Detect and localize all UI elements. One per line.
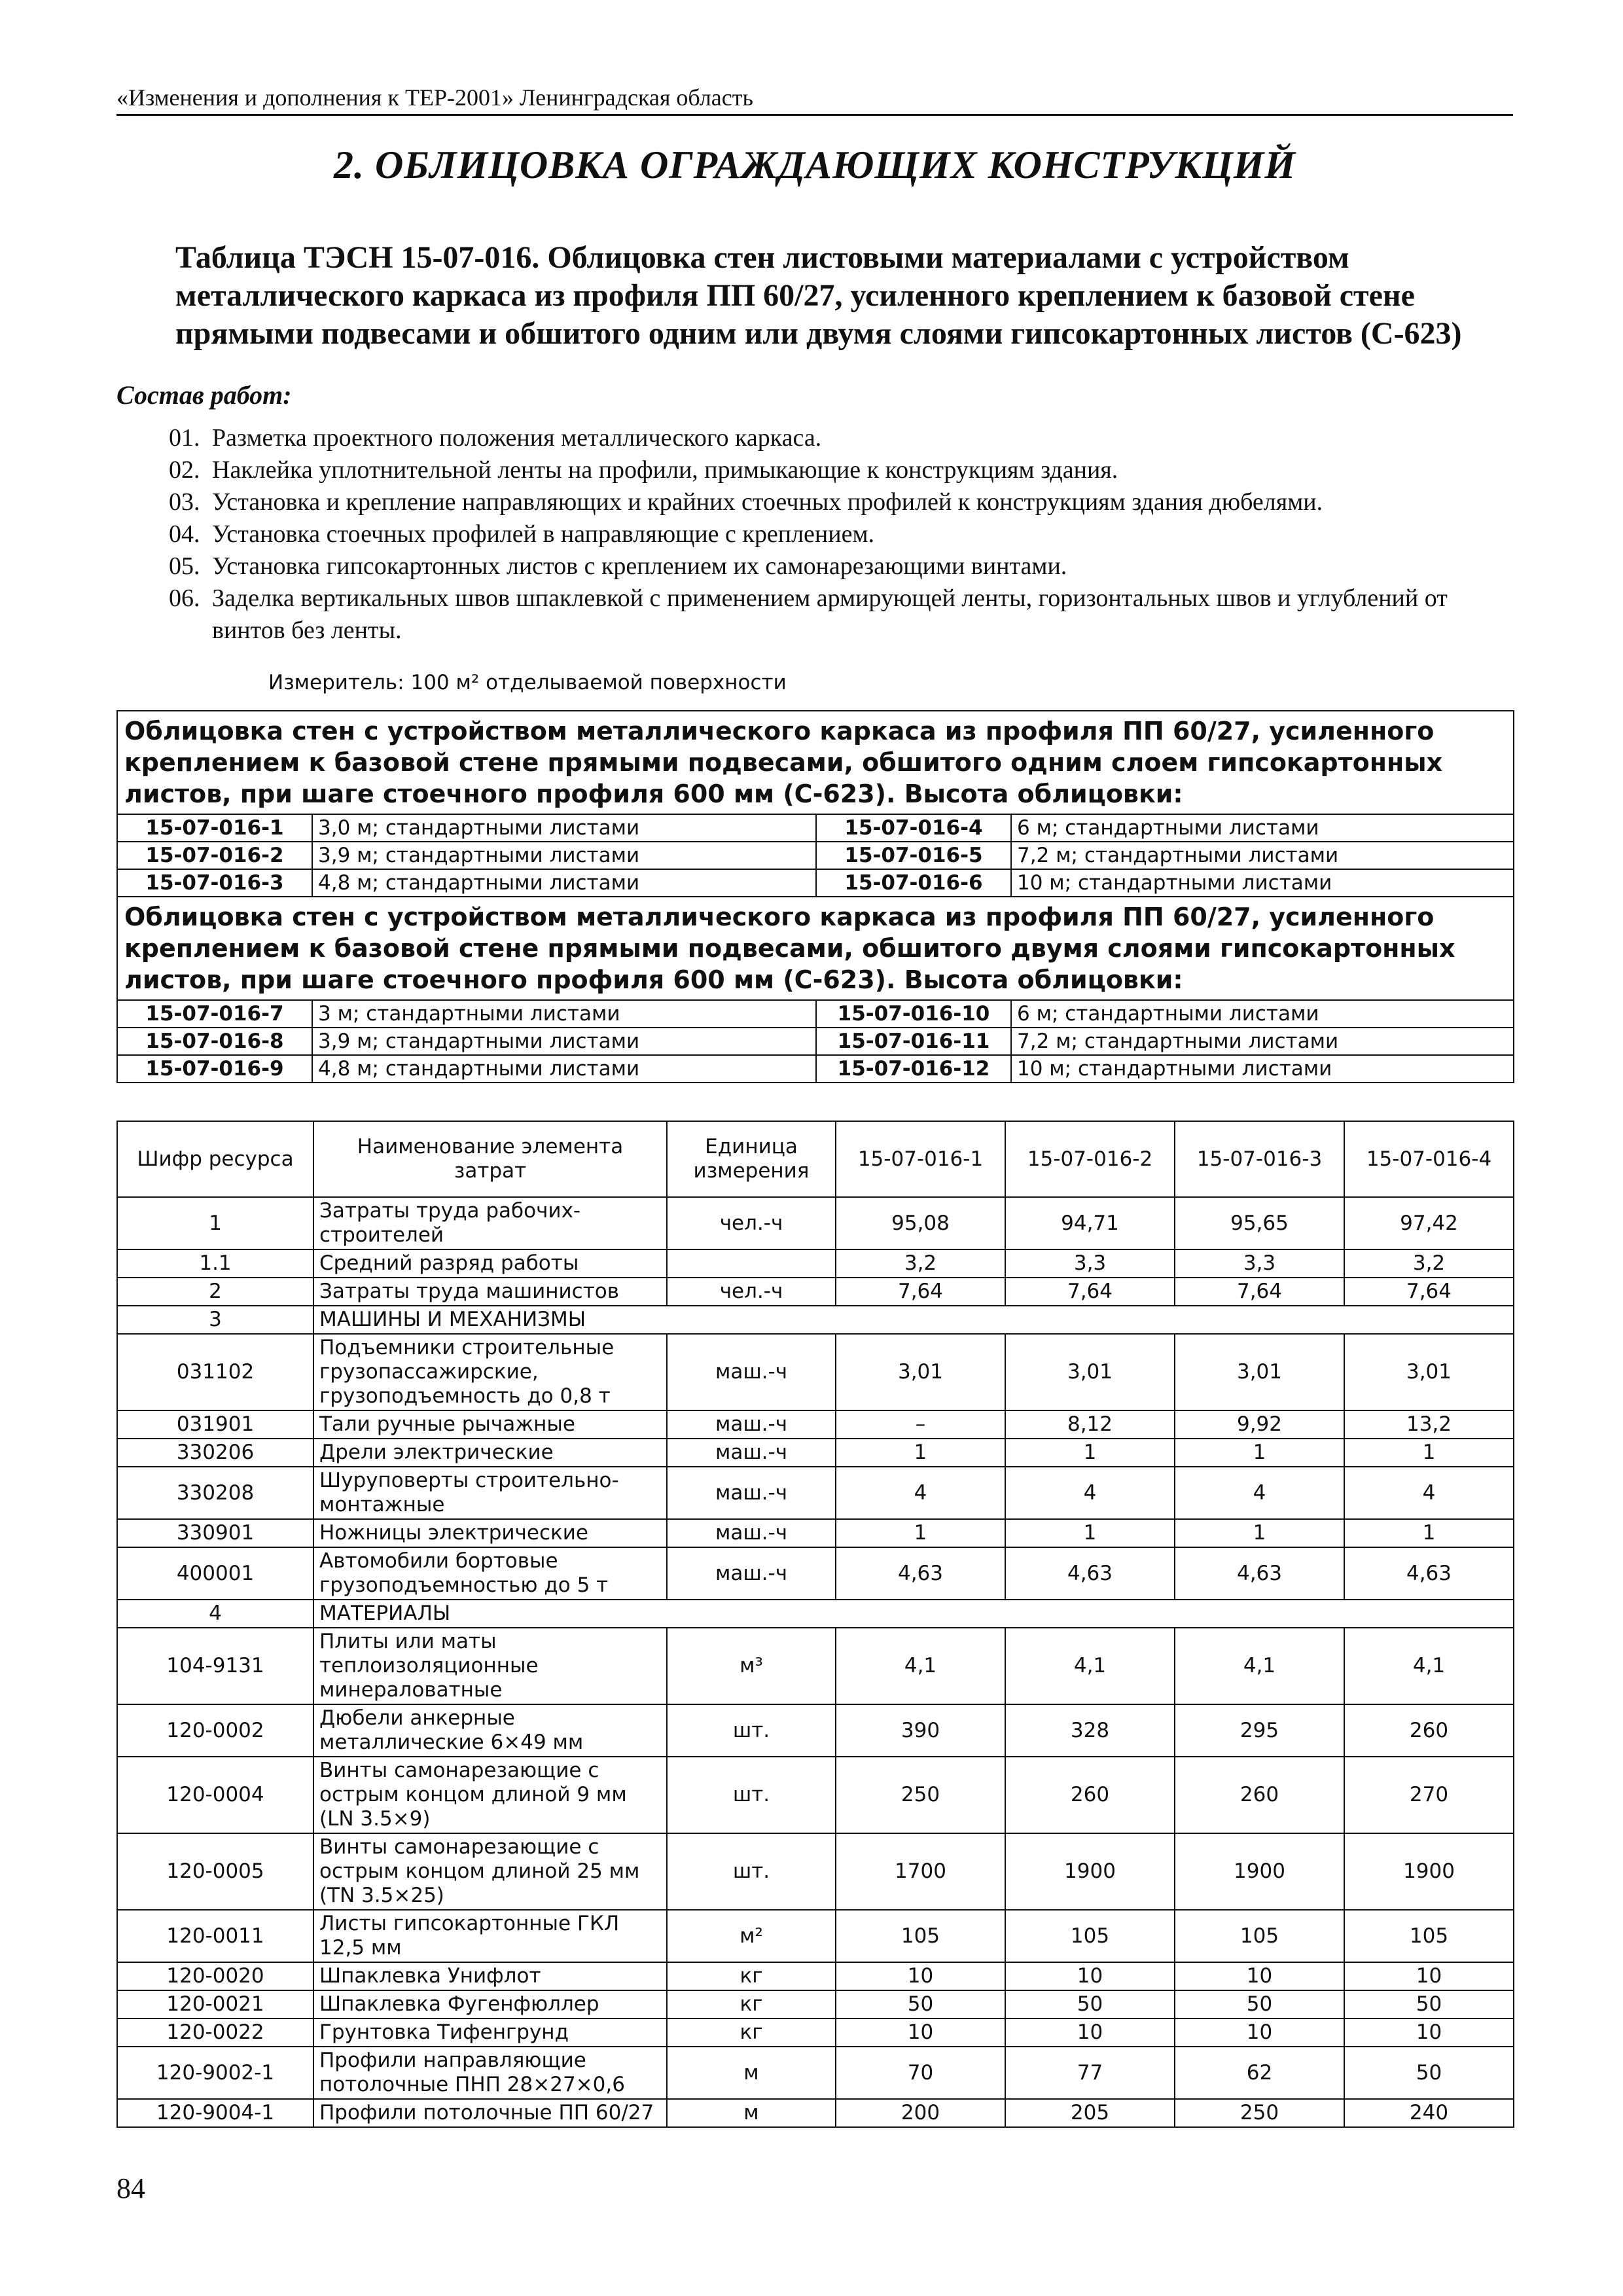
- resource-value: 13,2: [1344, 1410, 1514, 1439]
- resource-unit: маш.-ч: [667, 1547, 836, 1600]
- resource-name: Средний разряд работы: [313, 1249, 667, 1278]
- column-header-cost-element: Наименование элемента затрат: [313, 1121, 667, 1197]
- resource-unit: шт.: [667, 1704, 836, 1757]
- resource-unit: м²: [667, 1910, 836, 1962]
- resource-name: Плиты или маты теплоизоляционные минераловатные: [313, 1628, 667, 1704]
- resource-value: 3,01: [1344, 1334, 1514, 1410]
- resource-code: 104-9131: [117, 1628, 313, 1704]
- resource-name: Винты самонарезающие с острым концом длиной 9 мм (LN 3.5×9): [313, 1757, 667, 1833]
- resource-value: 10: [1175, 2018, 1344, 2047]
- resource-unit: шт.: [667, 1833, 836, 1910]
- resource-unit: м: [667, 2099, 836, 2127]
- resource-name: Профили потолочные ПП 60/27: [313, 2099, 667, 2127]
- resource-value: 4: [1344, 1467, 1514, 1519]
- resource-row: [117, 1278, 1514, 1306]
- code-row: [117, 842, 1514, 869]
- norm-code: 15-07-016-6: [816, 869, 1011, 897]
- column-header-norm-2: 15-07-016-2: [1005, 1121, 1175, 1197]
- resource-code: 120-0004: [117, 1757, 313, 1833]
- resource-name: Шпаклевка Унифлот: [313, 1962, 667, 1990]
- resource-table: [116, 1121, 1514, 2128]
- resource-code: 120-0022: [117, 2018, 313, 2047]
- resource-value: 295: [1175, 1704, 1344, 1757]
- resource-value: 105: [1175, 1910, 1344, 1962]
- code-row: [117, 814, 1514, 842]
- resource-value: 1900: [1344, 1833, 1514, 1910]
- resource-value: 10: [836, 2018, 1005, 2047]
- norm-description: 3 м; стандартными листами: [312, 1000, 816, 1028]
- resource-value: 1: [1175, 1519, 1344, 1547]
- norm-description: 4,8 м; стандартными листами: [312, 869, 816, 897]
- resource-value: 260: [1175, 1757, 1344, 1833]
- resource-unit: шт.: [667, 1757, 836, 1833]
- resource-value: 4,1: [1175, 1628, 1344, 1704]
- resource-name: Подъемники строительные грузопассажирские, грузоподъемность до 0,8 т: [313, 1334, 667, 1410]
- resource-name: Тали ручные рычажные: [313, 1410, 667, 1439]
- norm-code: 15-07-016-8: [117, 1028, 312, 1055]
- norm-code: 15-07-016-4: [816, 814, 1011, 842]
- work-composition-heading: Состав работ:: [116, 380, 292, 410]
- resource-value: 4: [1175, 1467, 1344, 1519]
- resource-row: [117, 1249, 1514, 1278]
- resource-code: 120-0005: [117, 1833, 313, 1910]
- resource-value: 77: [1005, 2047, 1175, 2099]
- resource-row: [117, 1519, 1514, 1547]
- resource-value: 250: [1175, 2099, 1344, 2127]
- norm-code: 15-07-016-10: [816, 1000, 1011, 1028]
- work-item: [169, 550, 1513, 583]
- work-item: [169, 454, 1513, 486]
- work-item-number: 06.: [169, 584, 200, 612]
- resource-value: 260: [1005, 1757, 1175, 1833]
- norm-description: 6 м; стандартными листами: [1011, 1000, 1514, 1028]
- resource-code: 330901: [117, 1519, 313, 1547]
- resource-row: [117, 1197, 1514, 1249]
- resource-unit: маш.-ч: [667, 1467, 836, 1519]
- norm-code: 15-07-016-3: [117, 869, 312, 897]
- resource-code: 400001: [117, 1547, 313, 1600]
- resource-value: 1700: [836, 1833, 1005, 1910]
- resource-value: 50: [836, 1990, 1005, 2018]
- resource-value: 3,01: [836, 1334, 1005, 1410]
- resource-value: 1: [1005, 1519, 1175, 1547]
- resource-value: 10: [1175, 1962, 1344, 1990]
- resource-section-row: [117, 1306, 1514, 1334]
- norm-code: 15-07-016-11: [816, 1028, 1011, 1055]
- resource-section-title: МАТЕРИАЛЫ: [313, 1600, 1514, 1628]
- resource-value: 200: [836, 2099, 1005, 2127]
- work-item-number: 03.: [169, 488, 200, 516]
- norm-code: 15-07-016-9: [117, 1055, 312, 1083]
- norm-code: 15-07-016-7: [117, 1000, 312, 1028]
- resource-unit: маш.-ч: [667, 1334, 836, 1410]
- resource-value: 4: [1005, 1467, 1175, 1519]
- resource-row: [117, 1962, 1514, 1990]
- resource-row: [117, 2047, 1514, 2099]
- resource-value: 4,63: [1344, 1547, 1514, 1600]
- resource-value: 1: [836, 1519, 1005, 1547]
- norm-description: 10 м; стандартными листами: [1011, 869, 1514, 897]
- resource-value: 95,65: [1175, 1197, 1344, 1249]
- norm-description: 10 м; стандартными листами: [1011, 1055, 1514, 1083]
- code-block-heading: Облицовка стен с устройством металлического каркаса из профиля ПП 60/27, усиленного креплением к базовой стене прямыми подвесами, обшитого двумя слоями гипсокартонных листов, при шаге стоечного профиля 600 мм (С-623). Высота облицовки:: [117, 897, 1514, 1000]
- code-row: [117, 1055, 1514, 1083]
- resource-value: 4,63: [836, 1547, 1005, 1600]
- resource-name: Грунтовка Тифенгрунд: [313, 2018, 667, 2047]
- resource-unit: маш.-ч: [667, 1439, 836, 1467]
- norm-description: 4,8 м; стандартными листами: [312, 1055, 816, 1083]
- norm-code: 15-07-016-12: [816, 1055, 1011, 1083]
- norm-description: 3,0 м; стандартными листами: [312, 814, 816, 842]
- code-row: [117, 869, 1514, 897]
- column-header-norm-1: 15-07-016-1: [836, 1121, 1005, 1197]
- column-header-resource-code: Шифр ресурса: [117, 1121, 313, 1197]
- resource-name: Затраты труда рабочих-строителей: [313, 1197, 667, 1249]
- work-item-text: Установка и крепление направляющих и крайних стоечных профилей к конструкциям здания дюбелями.: [212, 488, 1323, 516]
- resource-value: 4,1: [1344, 1628, 1514, 1704]
- resource-value: 105: [1344, 1910, 1514, 1962]
- resource-value: 50: [1005, 1990, 1175, 2018]
- work-item-number: 04.: [169, 520, 200, 548]
- resource-value: 50: [1175, 1990, 1344, 2018]
- resource-value: 94,71: [1005, 1197, 1175, 1249]
- resource-value: 7,64: [1344, 1278, 1514, 1306]
- table-title: Таблица ТЭСН 15-07-016. Облицовка стен листовыми материалами с устройством металлического каркаса из профиля ПП 60/27, усиленного креплением к базовой стене прямыми подвесами и обшитого одним или двумя слоями гипсокартонных листов (С-623): [175, 240, 1462, 351]
- code-block-heading-row: [117, 897, 1514, 1000]
- resource-value: 250: [836, 1757, 1005, 1833]
- resource-unit: чел.-ч: [667, 1197, 836, 1249]
- code-row: [117, 1028, 1514, 1055]
- resource-value: 260: [1344, 1704, 1514, 1757]
- resource-row: [117, 1704, 1514, 1757]
- resource-unit: [667, 1249, 836, 1278]
- resource-unit: кг: [667, 1962, 836, 1990]
- resource-row: [117, 1628, 1514, 1704]
- resource-value: 4: [836, 1467, 1005, 1519]
- resource-value: 10: [1005, 2018, 1175, 2047]
- resource-section-title: МАШИНЫ И МЕХАНИЗМЫ: [313, 1306, 1514, 1334]
- norm-description: 7,2 м; стандартными листами: [1011, 1028, 1514, 1055]
- resource-code: 120-9004-1: [117, 2099, 313, 2127]
- resource-code: 3: [117, 1306, 313, 1334]
- page-number: 84: [116, 2172, 145, 2204]
- resource-code: 4: [117, 1600, 313, 1628]
- resource-table-body: [117, 1197, 1514, 2127]
- work-item-text: Установка гипсокартонных листов с креплением их самонарезающими винтами.: [212, 552, 1067, 580]
- resource-value: 105: [836, 1910, 1005, 1962]
- column-header-norm-4: 15-07-016-4: [1344, 1121, 1514, 1197]
- norm-description: 6 м; стандартными листами: [1011, 814, 1514, 842]
- resource-row: [117, 2099, 1514, 2127]
- resource-name: Винты самонарезающие с острым концом длиной 25 мм (TN 3.5×25): [313, 1833, 667, 1910]
- resource-row: [117, 1467, 1514, 1519]
- resource-name: Дрели электрические: [313, 1439, 667, 1467]
- resource-value: 240: [1344, 2099, 1514, 2127]
- work-item-number: 02.: [169, 456, 200, 484]
- resource-value: 105: [1005, 1910, 1175, 1962]
- resource-value: 10: [836, 1962, 1005, 1990]
- work-item: [169, 486, 1513, 518]
- resource-name: Листы гипсокартонные ГКЛ 12,5 мм: [313, 1910, 667, 1962]
- resource-name: Шуруповерты строительно-монтажные: [313, 1467, 667, 1519]
- norm-description: 3,9 м; стандартными листами: [312, 1028, 816, 1055]
- work-item-text: Разметка проектного положения металлического каркаса.: [212, 424, 822, 452]
- resource-value: 7,64: [836, 1278, 1005, 1306]
- resource-code: 1.1: [117, 1249, 313, 1278]
- resource-code: 330208: [117, 1467, 313, 1519]
- resource-code: 2: [117, 1278, 313, 1306]
- resource-value: 1: [1005, 1439, 1175, 1467]
- resource-value: 50: [1344, 1990, 1514, 2018]
- resource-value: 62: [1175, 2047, 1344, 2099]
- resource-unit: маш.-ч: [667, 1519, 836, 1547]
- resource-code: 120-9002-1: [117, 2047, 313, 2099]
- resource-value: 1: [1175, 1439, 1344, 1467]
- resource-name: Ножницы электрические: [313, 1519, 667, 1547]
- resource-value: 1: [1344, 1519, 1514, 1547]
- resource-value: 70: [836, 2047, 1005, 2099]
- resource-value: 7,64: [1005, 1278, 1175, 1306]
- measure-unit-note: Измеритель: 100 м² отделываемой поверхности: [268, 671, 787, 694]
- resource-unit: кг: [667, 1990, 836, 2018]
- code-row: [117, 1000, 1514, 1028]
- resource-code: 031102: [117, 1334, 313, 1410]
- resource-row: [117, 1410, 1514, 1439]
- resource-row: [117, 1990, 1514, 2018]
- norm-codes-table: [116, 710, 1514, 1083]
- resource-code: 031901: [117, 1410, 313, 1439]
- resource-value: 4,1: [836, 1628, 1005, 1704]
- resource-value: 3,01: [1175, 1334, 1344, 1410]
- resource-code: 120-0011: [117, 1910, 313, 1962]
- resource-table-header-row: [117, 1121, 1514, 1197]
- resource-value: 3,3: [1005, 1249, 1175, 1278]
- resource-value: –: [836, 1410, 1005, 1439]
- resource-row: [117, 1439, 1514, 1467]
- resource-value: 50: [1344, 2047, 1514, 2099]
- resource-name: Профили направляющие потолочные ПНП 28×27×0,6: [313, 2047, 667, 2099]
- resource-value: 97,42: [1344, 1197, 1514, 1249]
- resource-value: 3,01: [1005, 1334, 1175, 1410]
- resource-value: 3,2: [836, 1249, 1005, 1278]
- resource-value: 7,64: [1175, 1278, 1344, 1306]
- resource-value: 4,63: [1005, 1547, 1175, 1600]
- resource-value: 9,92: [1175, 1410, 1344, 1439]
- resource-value: 10: [1344, 2018, 1514, 2047]
- resource-value: 390: [836, 1704, 1005, 1757]
- resource-value: 205: [1005, 2099, 1175, 2127]
- resource-value: 1: [1344, 1439, 1514, 1467]
- resource-row: [117, 1757, 1514, 1833]
- resource-value: 3,3: [1175, 1249, 1344, 1278]
- resource-unit: кг: [667, 2018, 836, 2047]
- resource-code: 1: [117, 1197, 313, 1249]
- resource-name: Затраты труда машинистов: [313, 1278, 667, 1306]
- code-block-heading: Облицовка стен с устройством металлического каркаса из профиля ПП 60/27, усиленного креплением к базовой стене прямыми подвесами, обшитого одним слоем гипсокартонных листов, при шаге стоечного профиля 600 мм (С-623). Высота облицовки:: [117, 711, 1514, 814]
- resource-row: [117, 1910, 1514, 1962]
- resource-value: 4,63: [1175, 1547, 1344, 1600]
- resource-value: 1: [836, 1439, 1005, 1467]
- work-composition-list: [169, 422, 1513, 647]
- column-header-unit: Единица измерения: [667, 1121, 836, 1197]
- work-item: [169, 518, 1513, 550]
- work-item-text: Установка стоечных профилей в направляющие с креплением.: [212, 520, 874, 548]
- resource-value: 95,08: [836, 1197, 1005, 1249]
- resource-value: 10: [1005, 1962, 1175, 1990]
- resource-row: [117, 1547, 1514, 1600]
- resource-unit: маш.-ч: [667, 1410, 836, 1439]
- resource-code: 120-0020: [117, 1962, 313, 1990]
- resource-value: 1900: [1175, 1833, 1344, 1910]
- running-head: «Изменения и дополнения к ТЕР-2001» Ленинградская область: [116, 84, 1513, 116]
- resource-name: Дюбели анкерные металлические 6×49 мм: [313, 1704, 667, 1757]
- work-item: [169, 422, 1513, 454]
- section-title: 2. ОБЛИЦОВКА ОГРАЖДАЮЩИХ КОНСТРУКЦИЙ: [333, 143, 1296, 187]
- work-item-number: 01.: [169, 424, 200, 452]
- norm-code: 15-07-016-2: [117, 842, 312, 869]
- resource-value: 270: [1344, 1757, 1514, 1833]
- resource-value: 328: [1005, 1704, 1175, 1757]
- resource-section-row: [117, 1600, 1514, 1628]
- norm-description: 3,9 м; стандартными листами: [312, 842, 816, 869]
- resource-value: 4,1: [1005, 1628, 1175, 1704]
- column-header-norm-3: 15-07-016-3: [1175, 1121, 1344, 1197]
- norm-code: 15-07-016-1: [117, 814, 312, 842]
- resource-value: 3,2: [1344, 1249, 1514, 1278]
- work-item-text: Наклейка уплотнительной ленты на профили, примыкающие к конструкциям здания.: [212, 456, 1118, 484]
- resource-value: 1900: [1005, 1833, 1175, 1910]
- resource-row: [117, 1833, 1514, 1910]
- norm-code: 15-07-016-5: [816, 842, 1011, 869]
- resource-code: 330206: [117, 1439, 313, 1467]
- resource-value: 8,12: [1005, 1410, 1175, 1439]
- work-item-text: Заделка вертикальных швов шпаклевкой с применением армирующей ленты, горизонтальных швов и углублений от винтов без ленты.: [212, 584, 1448, 644]
- resource-row: [117, 1334, 1514, 1410]
- resource-name: Шпаклевка Фугенфюллер: [313, 1990, 667, 2018]
- resource-unit: м: [667, 2047, 836, 2099]
- code-block-heading-row: [117, 711, 1514, 814]
- resource-name: Автомобили бортовые грузоподъемностью до 5 т: [313, 1547, 667, 1600]
- work-item: [169, 583, 1513, 647]
- resource-unit: чел.-ч: [667, 1278, 836, 1306]
- resource-value: 10: [1344, 1962, 1514, 1990]
- resource-row: [117, 2018, 1514, 2047]
- resource-code: 120-0002: [117, 1704, 313, 1757]
- norm-description: 7,2 м; стандартными листами: [1011, 842, 1514, 869]
- resource-unit: м³: [667, 1628, 836, 1704]
- resource-code: 120-0021: [117, 1990, 313, 2018]
- work-item-number: 05.: [169, 552, 200, 580]
